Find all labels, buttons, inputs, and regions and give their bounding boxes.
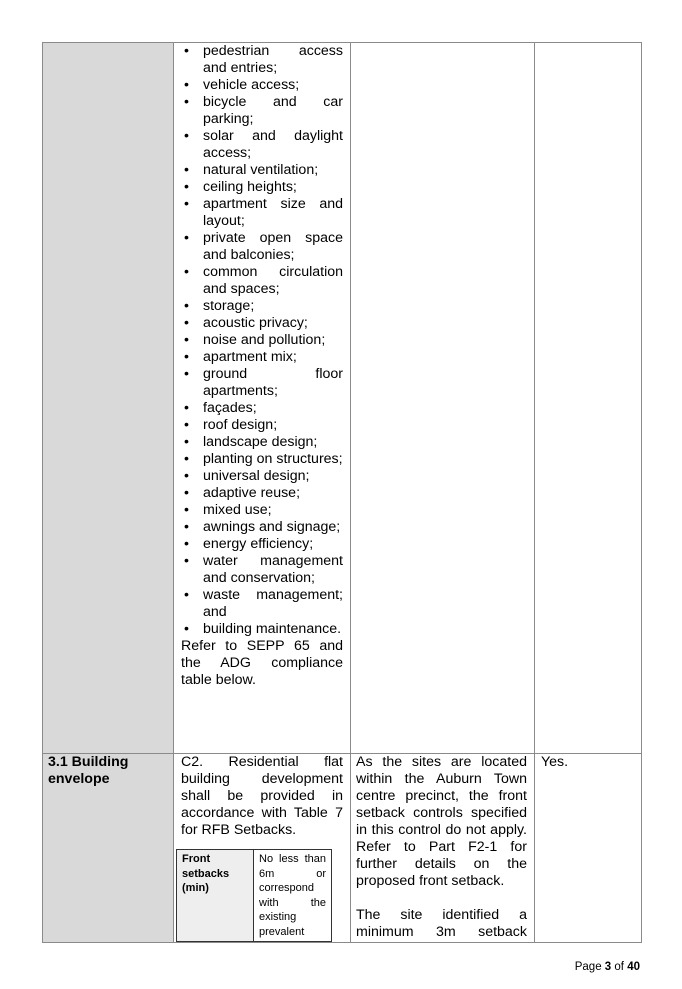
bullet-text: universal design; [203,468,310,484]
bullet-text: apartment size and layout; [203,196,343,229]
row1-comment-cell [351,43,535,754]
bullet-item [181,179,343,196]
bullet-text: planting on structures; [203,451,343,467]
row2-comment-p1: As the sites are located within the Auburn Town centre precinct, the front setback controls specified in this control do not apply. Refer to Part F2-1 for further details on the proposed front setback. [356,754,527,889]
bullet-icon: • [184,536,189,552]
bullet-icon: • [184,468,189,484]
bullet-icon: • [184,43,189,59]
row2-heading-cell [43,754,174,943]
bullet-text: awnings and signage; [203,519,341,535]
bullet-text: water management and conservation; [203,553,343,586]
bullet-item [181,587,343,621]
bullet-icon: • [184,451,189,467]
bullet-item [181,621,343,638]
subtable-label: Front setbacks (min) [177,850,254,942]
bullet-text: storage; [203,298,255,314]
row2-comment-p2: The site identified a minimum 3m setback [356,907,527,940]
of-label: of [614,961,624,973]
subtable-row [177,850,332,942]
bullet-icon: • [184,485,189,501]
bullet-item [181,94,343,128]
setback-subtable [176,849,332,942]
bullet-text: pedestrian access and entries; [203,43,343,76]
bullet-item [181,485,343,502]
bullet-icon: • [184,502,189,518]
bullet-item [181,128,343,162]
bullet-icon: • [184,519,189,535]
table-row [43,754,642,943]
row2-control-cell [174,754,351,943]
bullet-item [181,400,343,417]
bullet-text: ground floor apartments; [203,366,343,399]
bullet-icon: • [184,77,189,93]
bullet-item [181,366,343,400]
paragraph-gap [351,890,534,907]
bullet-text: energy efficiency; [203,536,314,552]
bullet-icon: • [184,553,189,569]
bullet-icon: • [184,298,189,314]
page-label: Page [574,961,602,973]
bullet-icon: • [184,332,189,348]
bullet-text: adaptive reuse; [203,485,301,501]
bullet-text: apartment mix; [203,349,297,365]
bullet-text: vehicle access; [203,77,300,93]
row1-heading-cell [43,43,174,754]
bullet-icon: • [184,621,189,637]
bullet-text: façades; [203,400,257,416]
bullet-item [181,298,343,315]
bullet-text: mixed use; [203,502,272,518]
bullet-text: landscape design; [203,434,318,450]
bullet-text: solar and daylight access; [203,128,343,161]
bullet-icon: • [184,179,189,195]
bullet-item [181,519,343,536]
bullet-text: noise and pollution; [203,332,326,348]
bullet-icon: • [184,417,189,433]
bullet-item [181,196,343,230]
page-footer [575,961,640,973]
bullet-text: common circulation and spaces; [203,264,343,297]
row2-compliance-cell [535,754,642,943]
bullet-item [181,230,343,264]
bullet-item [181,332,343,349]
bullet-text: acoustic privacy; [203,315,308,331]
bullet-item [181,502,343,519]
bullet-item [181,434,343,451]
bullet-icon: • [184,264,189,280]
bullet-text: building maintenance. [203,621,342,637]
bullet-list [174,43,350,638]
bullet-item [181,553,343,587]
row2-control-text: C2. Residential flat building development shall be provided in accordance with Table 7 for RFB Setbacks. [181,754,343,838]
bullet-text: ceiling heights; [203,179,297,195]
bullet-item [181,43,343,77]
bullet-item [181,468,343,485]
bullet-item [181,451,343,468]
bullet-text: private open space and balconies; [203,230,343,263]
bullet-icon: • [184,400,189,416]
bullet-icon: • [184,434,189,450]
bullet-icon: • [184,128,189,144]
row2-comment-cell [351,754,535,943]
bullet-icon: • [184,162,189,178]
bullet-icon: • [184,94,189,110]
bullet-text: roof design; [203,417,278,433]
subtable-value: No less than 6m or correspond with the existing prevalent [254,850,332,942]
row2-heading: 3.1 Building envelope [48,754,129,787]
row1-control-cell [174,43,351,754]
compliance-table [42,42,642,943]
page-total: 40 [627,961,640,973]
bullet-text: natural ventilation; [203,162,319,178]
row2-compliance: Yes. [541,754,569,770]
bullet-icon: • [184,587,189,603]
bullet-icon: • [184,230,189,246]
bullet-icon: • [184,315,189,331]
bullet-text: waste management; and [203,587,343,620]
row1-after-text: Refer to SEPP 65 and the ADG compliance table below. [181,638,343,688]
table-row [43,43,642,754]
bullet-icon: • [184,196,189,212]
bullet-item [181,162,343,179]
bullet-item [181,264,343,298]
bullet-item [181,315,343,332]
bullet-item [181,536,343,553]
row1-compliance-cell [535,43,642,754]
bullet-item [181,77,343,94]
bullet-icon: • [184,366,189,382]
page-current: 3 [604,961,612,973]
bullet-icon: • [184,349,189,365]
bullet-text: bicycle and car parking; [203,94,343,127]
bullet-item [181,417,343,434]
bullet-item [181,349,343,366]
